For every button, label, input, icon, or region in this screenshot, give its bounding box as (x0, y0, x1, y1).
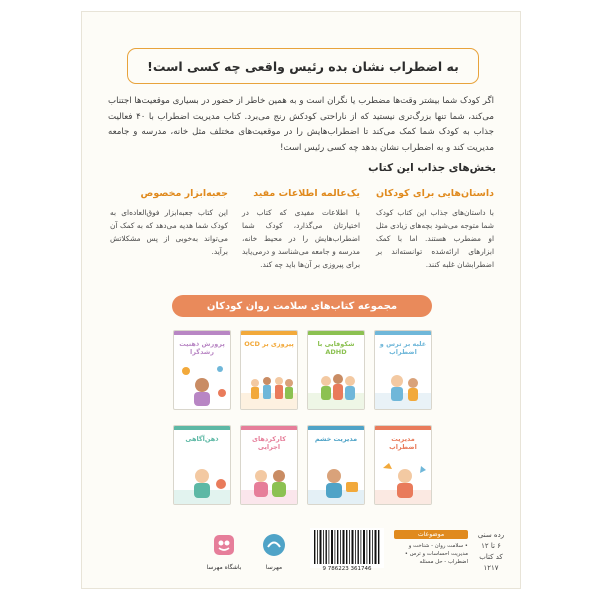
feature-title: یک‌عالمه اطلاعات مفید (253, 188, 360, 199)
feature-text: با داستان‌های جذاب این کتاب کودک شما متوجه می‌شود بچه‌های زیادی مثل او مضطرب هستند. اما با کمک ابزارهای ارائه‌شده توانسته‌اند بر اضطرابشان غلبه کنند. (376, 208, 494, 269)
series-books-grid (172, 330, 432, 512)
book-illustration (241, 454, 298, 504)
club-name: باشگاه مهرسا (206, 564, 242, 571)
book-cover-thumbnail[interactable] (240, 425, 298, 505)
age-label: رده سنی (477, 531, 505, 539)
features-heading: بخش‌های جذاب این کتاب (368, 162, 496, 174)
book-cover-thumbnail[interactable] (374, 425, 432, 505)
book-title: مدیریت خشم (314, 435, 358, 443)
book-cover-thumbnail[interactable] (374, 330, 432, 410)
publisher-name: مهرسا (265, 564, 283, 571)
book-color-band (174, 426, 230, 430)
intro-paragraph: اگر کودک شما بیشتر وقت‌ها مضطرب یا نگران است و به همین خاطر از حضور در بسیاری موقعیت‌ها اجتناب می‌کند، شما تنها بزرگ‌تری نیستید که از ناراحتی کودکش رنج می‌برد. کتاب مدیریت اضطراب با ۴۰ فعالیت جذاب به کودک شما کمک می‌کند تا اضطراب‌هایش را در موقعیت‌های مختلف مثل خانه، مدرسه و جامعه مدیریت کند و به اضطراب نشان بدهد چه کسی رئیس است! (108, 96, 494, 153)
book-color-band (241, 331, 297, 335)
book-title: غلبه بر ترس و اضطراب (379, 340, 427, 356)
book-cover-thumbnail[interactable] (307, 425, 365, 505)
topics-label: موضوعات (394, 530, 468, 539)
publisher-logo-icon (261, 532, 287, 558)
book-title: شکوفایی با ADHD (317, 340, 355, 356)
book-cover-thumbnail[interactable] (240, 330, 298, 410)
book-illustration (241, 359, 298, 409)
book-title: پیروزی بر OCD (244, 340, 294, 348)
book-title: مدیریت اضطراب (389, 435, 417, 451)
feature-info (242, 188, 360, 271)
book-cover-thumbnail[interactable] (307, 330, 365, 410)
publisher-club-logo (204, 532, 244, 571)
book-color-band (308, 426, 364, 430)
isbn-number: 9 786223 361746 (322, 566, 372, 572)
back-cover-footer (82, 518, 520, 588)
feature-text: این کتاب جعبه‌ابزار فوق‌العاده‌ای به کودک شما هدیه می‌دهد که به کمک آن می‌تواند به‌خوبی از پس مشکلاتش برآید. (110, 208, 228, 256)
feature-stories (376, 188, 494, 271)
book-cover-thumbnail[interactable] (173, 330, 231, 410)
book-title: پرورش ذهنیت رشدگرا (179, 340, 225, 356)
book-illustration (308, 359, 365, 409)
barcode-icon (310, 528, 384, 568)
book-meta (476, 530, 506, 574)
book-illustration (375, 359, 432, 409)
book-cover-thumbnail[interactable] (173, 425, 231, 505)
book-color-band (174, 331, 230, 335)
publisher-logo (254, 532, 294, 571)
book-illustration (308, 454, 365, 504)
book-color-band (375, 426, 431, 430)
book-illustration (174, 359, 231, 409)
code-value: ۱۲۱۷ (483, 564, 499, 572)
feature-toolbox (110, 188, 228, 258)
series-title: مجموعه کتاب‌های سلامت روان کودکان (206, 300, 398, 312)
feature-title: داستان‌هایی برای کودکان (376, 188, 494, 199)
book-back-cover (82, 12, 520, 588)
age-value: ۶ تا ۱۲ (481, 542, 501, 550)
topics-text: • سلامت روان - شناخت و مدیریت احساسات و ترس • اضطراب - حل مسئله (404, 543, 468, 565)
book-illustration (174, 454, 231, 504)
feature-title: جعبه‌ابزار مخصوص (140, 188, 228, 199)
feature-text: با اطلاعات مفیدی که کتاب در اختیارتان می‌گذارد، کودک شما اضطراب‌هایش را در محیط خانه، مدرسه و جامعه می‌شناسد و درمی‌یابد برای پیروزی بر آن‌ها باید چه کند. (242, 208, 360, 269)
book-title: ذهن‌آگاهی (185, 435, 219, 443)
book-title: کارکردهای اجرایی (251, 435, 287, 451)
book-illustration (375, 454, 432, 504)
club-logo-icon (211, 532, 237, 558)
code-label: کد کتاب (479, 553, 503, 561)
headline-banner (127, 48, 479, 84)
series-title-bar (172, 295, 432, 317)
book-color-band (375, 331, 431, 335)
book-color-band (308, 331, 364, 335)
book-color-band (241, 426, 297, 430)
headline-text: به اضطراب نشان بده رئیس واقعی چه کسی است! (147, 58, 459, 74)
